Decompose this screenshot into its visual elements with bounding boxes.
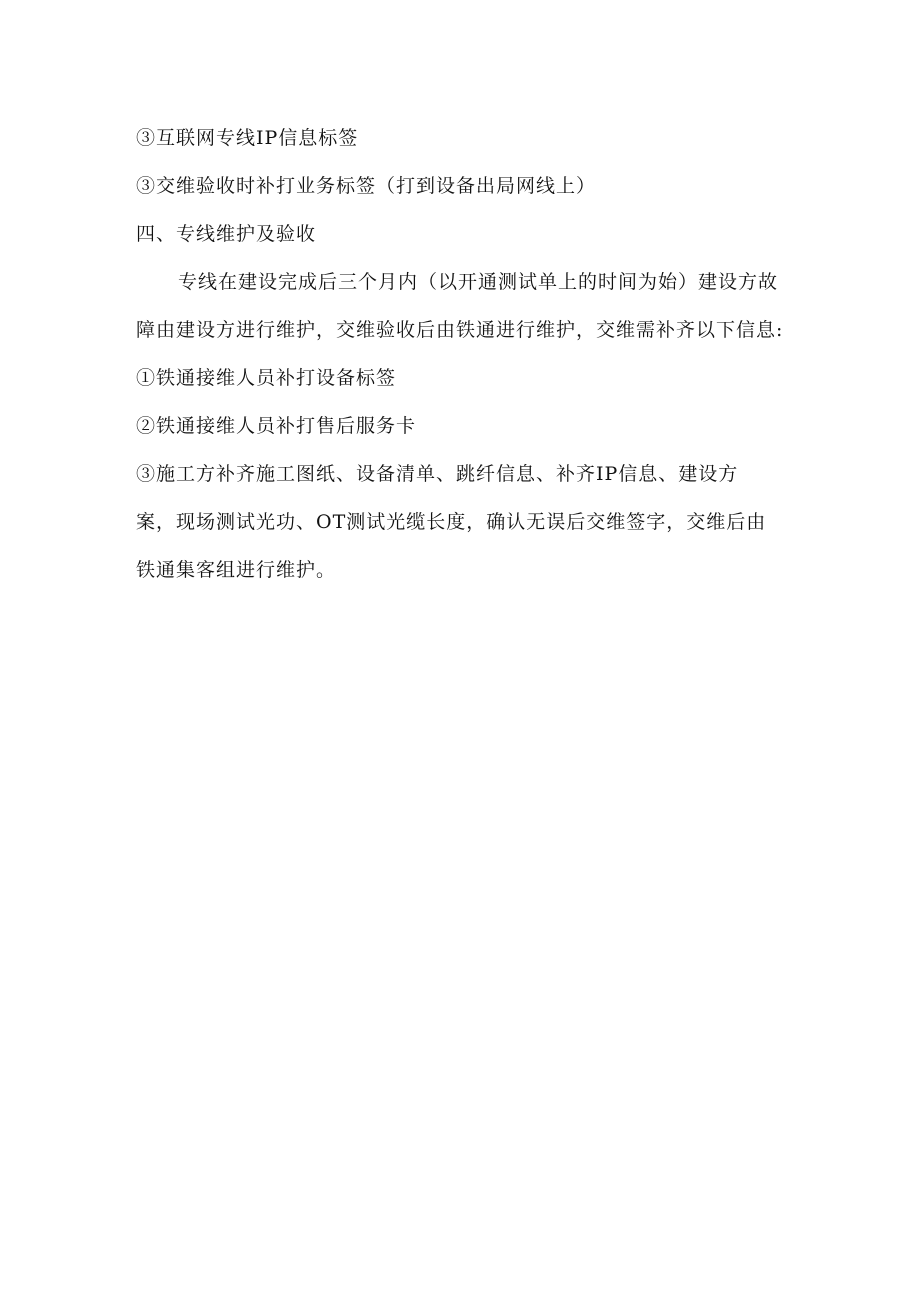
section-heading-maintenance: 四、专线维护及验收 — [136, 223, 317, 245]
list-item-construction-line-3: 铁通集客组进行维护。 — [136, 559, 337, 581]
document-body — [136, 114, 786, 594]
paragraph-line-2: 障由建设方进行维护，交维验收后由铁通进行维护，交维需补齐以下信息: — [136, 319, 784, 341]
paragraph-line-1: 专线在建设完成后三个月内（以开通测试单上的时间为始）建设方故 — [178, 271, 779, 293]
list-item-device-label: ①铁通接维人员补打设备标签 — [136, 367, 397, 389]
text-line-business-label: ③交维验收时补打业务标签（打到设备出局网线上） — [136, 175, 597, 197]
list-item-service-card: ②铁通接维人员补打售后服务卡 — [136, 415, 417, 437]
list-item-construction-line-1: ③施工方补齐施工图纸、设备清单、跳纤信息、补齐IP信息、建设方 — [136, 463, 739, 485]
list-item-construction-line-2: 案，现场测试光功、OT测试光缆长度，确认无误后交维签字，交维后由 — [136, 511, 767, 533]
text-line-ip-label: ③互联网专线IP信息标签 — [136, 127, 359, 149]
